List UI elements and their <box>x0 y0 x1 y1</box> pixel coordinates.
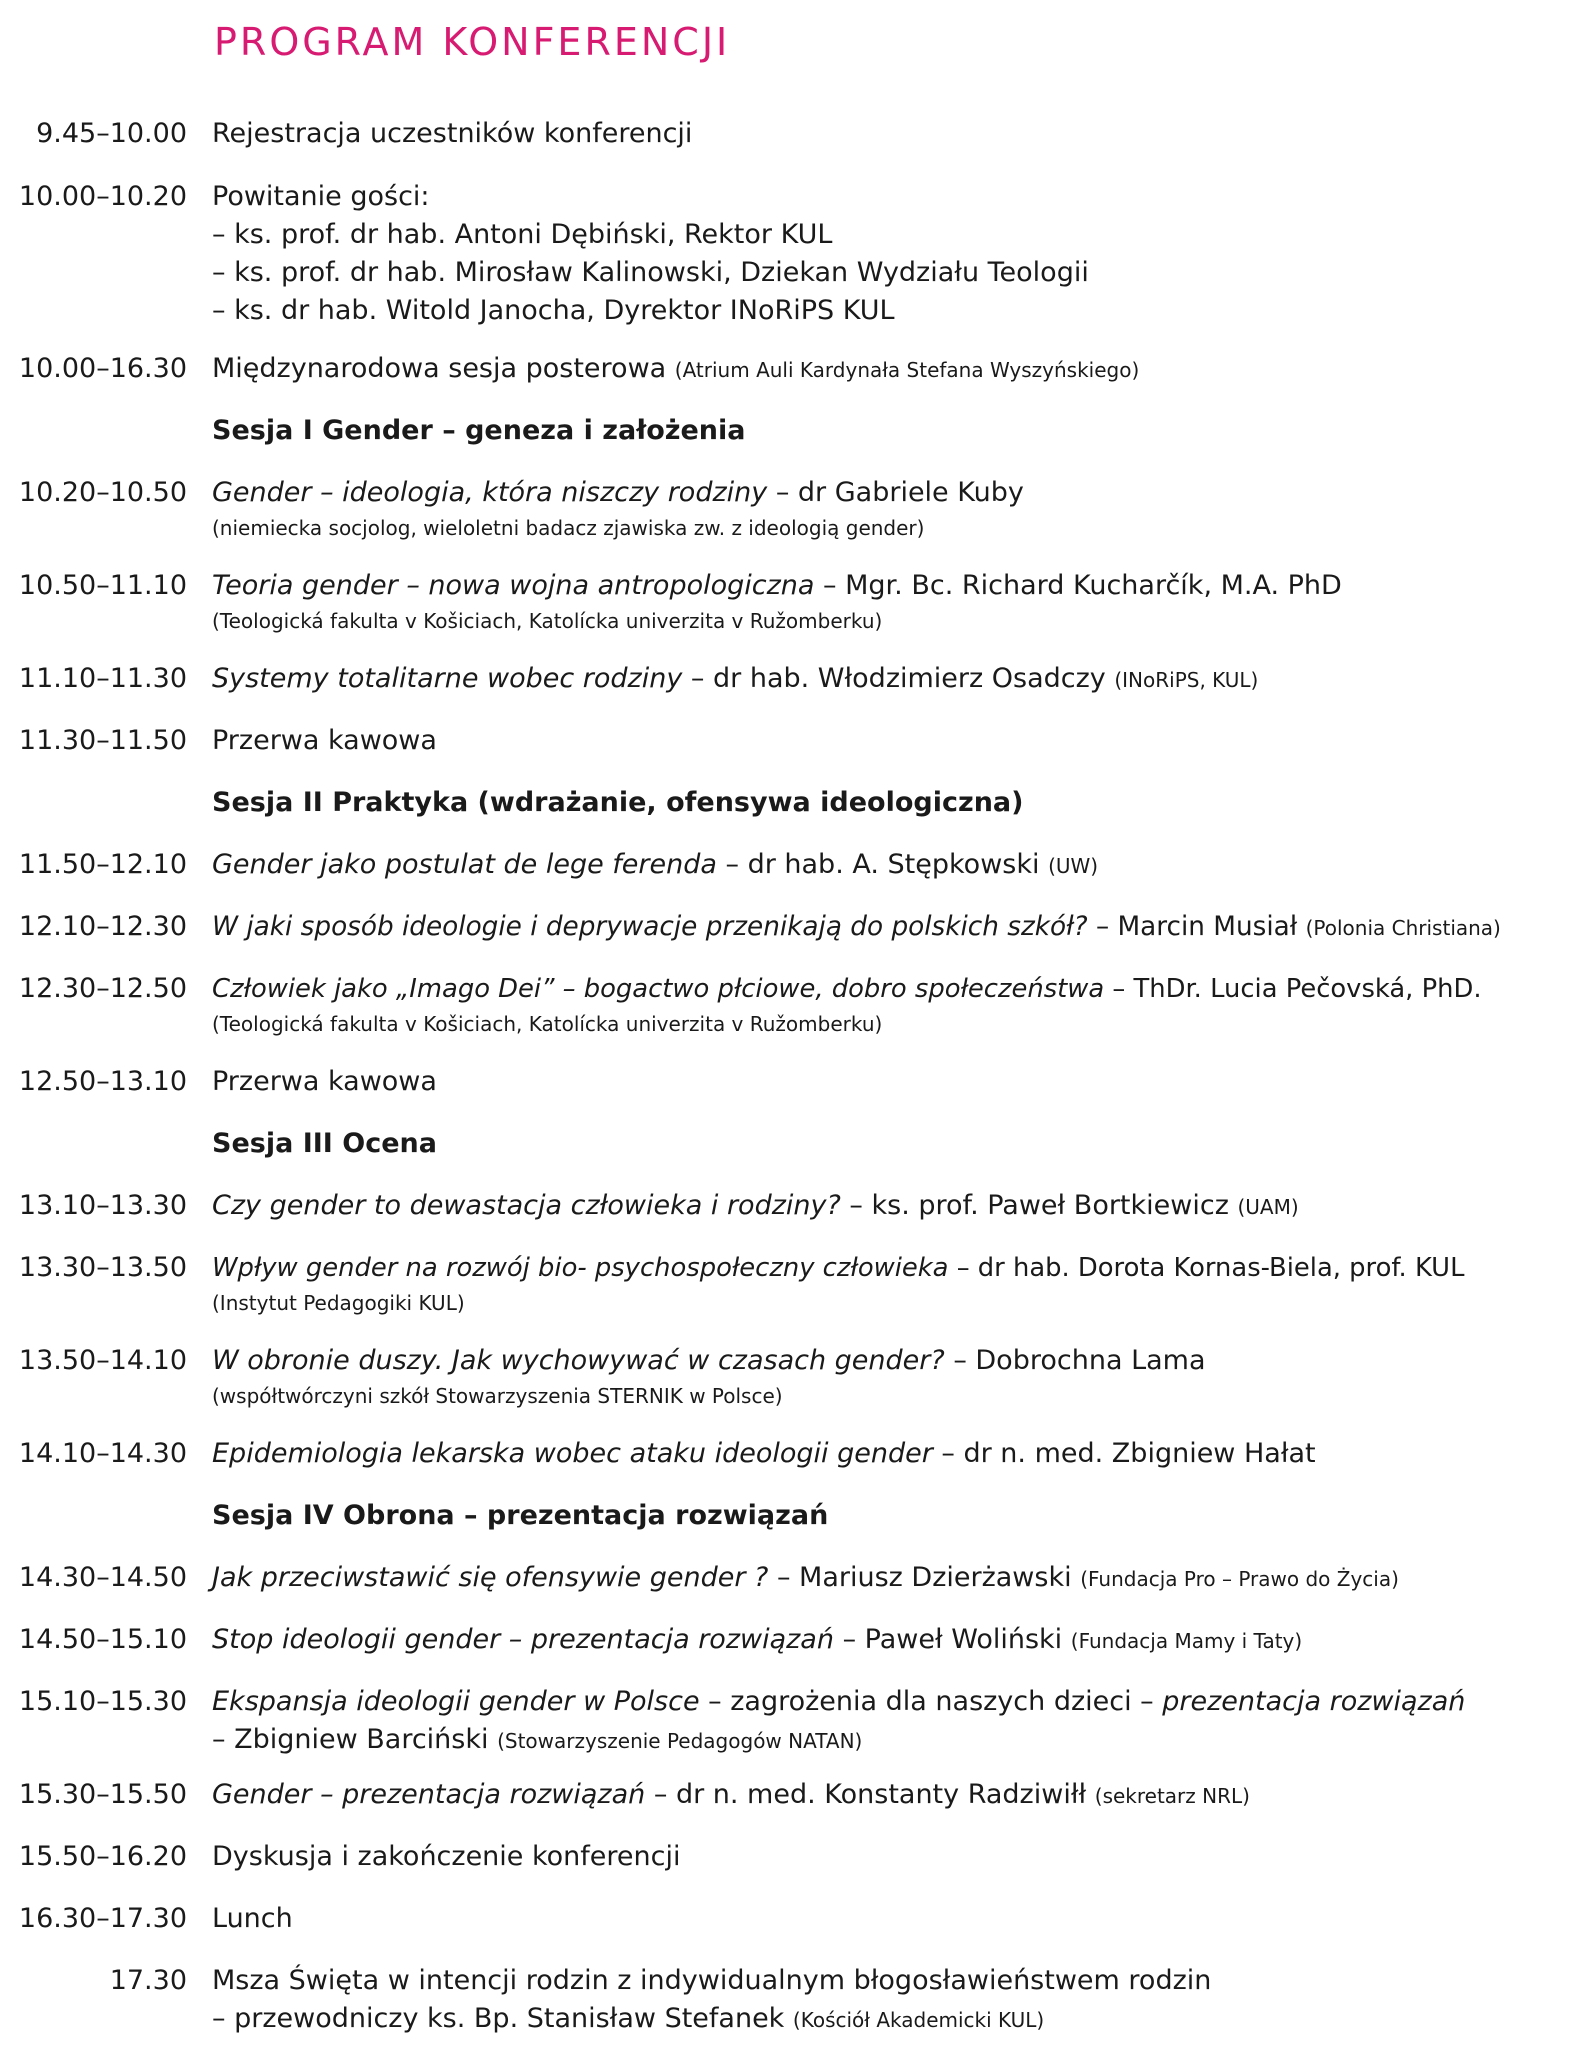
time-slot: 15.30–15.50 <box>18 1779 187 1810</box>
item-content <box>212 178 1572 330</box>
item-content <box>212 660 1572 699</box>
talk-speaker: – dr Gabriele Kuby <box>775 477 1024 508</box>
talk-speaker: – dr n. med. Konstanty Radziwiłł <box>653 1779 1087 1810</box>
talk-speaker: – dr n. med. Zbigniew Hałat <box>941 1438 1316 1469</box>
item-affiliation: (Atrium Auli Kardynała Stefana Wyszyńskiego) <box>674 358 1140 382</box>
item-content <box>212 1342 1572 1412</box>
talk-title: Ekspansja ideologii gender w Polsce <box>212 1686 700 1717</box>
time-slot: 10.00–10.20 <box>18 181 187 212</box>
talk-affiliation: (Stowarzyszenie Pedagogów NATAN) <box>497 1729 863 1753</box>
talk-title: Wpływ gender na rozwój bio- psychospołeczny człowieka <box>212 1253 949 1283</box>
time-slot: 12.10–12.30 <box>18 911 187 942</box>
talk-affiliation: (Teologická fakulta v Košiciach, Katolícka univerzita v Ružomberku) <box>212 609 883 633</box>
time-slot: 9.45–10.00 <box>36 118 187 149</box>
item-text: Międzynarodowa sesja posterowa <box>212 353 667 384</box>
time-slot: 13.30–13.50 <box>18 1252 187 1283</box>
time-slot: 10.00–16.30 <box>18 353 187 384</box>
talk-affiliation: (Teologická fakulta v Košiciach, Katolícka univerzita v Ružomberku) <box>212 1012 883 1036</box>
item-content <box>212 1621 1572 1660</box>
item-content <box>212 474 1572 544</box>
item-content <box>212 1249 1572 1319</box>
talk-title: Gender – ideologia, która niszczy rodziny <box>212 477 768 508</box>
item-content <box>212 1683 1572 1760</box>
time-slot: 15.10–15.30 <box>18 1686 187 1717</box>
talk-speaker: – Dobrochna Lama <box>953 1345 1206 1376</box>
time-slot: 15.50–16.20 <box>18 1841 187 1872</box>
time-slot: 13.10–13.30 <box>18 1190 187 1221</box>
talk-title: Teoria gender – nowa wojna antropologiczna <box>212 570 815 601</box>
talk-title: Czy gender to dewastacja człowieka i rodziny? <box>212 1190 841 1221</box>
item-content <box>212 1962 1572 2039</box>
guest-line: – ks. dr hab. Witold Janocha, Dyrektor INoRiPS KUL <box>212 295 895 326</box>
talk-title-continued: prezentacja rozwiązań <box>1162 1686 1466 1717</box>
item-content <box>212 722 1572 760</box>
talk-title: W obronie duszy. Jak wychowywać w czasach gender? <box>212 1345 945 1376</box>
talk-speaker: – Mariusz Dzierżawski <box>776 1562 1072 1593</box>
item-text: Dyskusja i zakończenie konferencji <box>212 1841 681 1872</box>
item-content <box>212 1776 1572 1815</box>
time-slot: 16.30–17.30 <box>18 1903 187 1934</box>
talk-title: Epidemiologia lekarska wobec ataku ideologii gender <box>212 1438 933 1469</box>
talk-speaker: – Zbigniew Barciński <box>212 1724 489 1755</box>
time-slot: 14.50–15.10 <box>18 1624 187 1655</box>
talk-affiliation: (INoRiPS, KUL) <box>1114 668 1259 692</box>
item-text: Powitanie gości: <box>212 181 430 212</box>
item-text: Msza Święta w intencji rodzin z indywidualnym błogosławieństwem rodzin <box>212 1965 1212 1996</box>
talk-speaker: – Paweł Woliński <box>842 1624 1063 1655</box>
item-content <box>212 1900 1572 1938</box>
time-slot: 10.50–11.10 <box>18 570 187 601</box>
celebrant: – przewodniczy ks. Bp. Stanisław Stefanek <box>212 2003 785 2034</box>
time-slot: 14.30–14.50 <box>18 1562 187 1593</box>
talk-title: Gender jako postulat de lege ferenda <box>212 849 717 880</box>
session-title: Sesja III Ocena <box>212 1128 437 1159</box>
item-content <box>212 1559 1572 1598</box>
item-content <box>212 1063 1572 1101</box>
talk-affiliation: (Instytut Pedagogiki KUL) <box>212 1291 465 1315</box>
talk-title: Człowiek jako „Imago Dei” – bogactwo płciowe, dobro społeczeństwa <box>212 974 1105 1004</box>
session-title: Sesja II Praktyka (wdrażanie, ofensywa ideologiczna) <box>212 787 1024 818</box>
talk-affiliation: (Polonia Christiana) <box>1305 916 1501 940</box>
item-text: Lunch <box>212 1903 293 1934</box>
talk-title: Stop ideologii gender – prezentacja rozwiązań <box>212 1624 834 1655</box>
guest-line: – ks. prof. dr hab. Mirosław Kalinowski, Dziekan Wydziału Teologii <box>212 257 1089 288</box>
talk-speaker: – ks. prof. Paweł Bortkiewicz <box>849 1190 1229 1221</box>
talk-speaker: – dr hab. Dorota Kornas-Biela, prof. KUL <box>956 1253 1465 1283</box>
talk-affiliation: (sekretarz NRL) <box>1094 1784 1250 1808</box>
time-slot: 14.10–14.30 <box>18 1438 187 1469</box>
time-slot: 17.30 <box>109 1965 187 1996</box>
item-content <box>212 115 1572 153</box>
time-slot: 12.50–13.10 <box>18 1066 187 1097</box>
talk-speaker: – ThDr. Lucia Pečovská, PhD. <box>1112 974 1482 1004</box>
talk-affiliation: (UW) <box>1048 854 1099 878</box>
talk-speaker: – dr hab. A. Stępkowski <box>725 849 1040 880</box>
item-content <box>212 1187 1572 1226</box>
item-affiliation: (Kościół Akademicki KUL) <box>792 2008 1045 2032</box>
guest-line: – ks. prof. dr hab. Antoni Dębiński, Rektor KUL <box>212 219 833 250</box>
page-title: PROGRAM KONFERENCJI <box>214 20 731 64</box>
time-slot: 12.30–12.50 <box>18 973 187 1004</box>
talk-affiliation: (współtwórczyni szkół Stowarzyszenia STERNIK w Polsce) <box>212 1384 783 1408</box>
talk-speaker: – dr hab. Włodzimierz Osadczy <box>690 663 1106 694</box>
talk-title: Systemy totalitarne wobec rodziny <box>212 663 683 694</box>
time-slot: 11.50–12.10 <box>18 849 187 880</box>
time-slot: 11.30–11.50 <box>18 725 187 756</box>
item-content <box>212 1838 1572 1876</box>
item-text: Przerwa kawowa <box>212 725 437 756</box>
talk-speaker: – Mgr. Bc. Richard Kucharčík, M.A. PhD <box>823 570 1342 601</box>
time-slot: 10.20–10.50 <box>18 477 187 508</box>
talk-subtitle: – zagrożenia dla naszych dzieci – <box>708 1686 1154 1717</box>
time-slot: 13.50–14.10 <box>18 1345 187 1376</box>
item-content <box>212 908 1572 947</box>
item-content <box>212 1435 1572 1473</box>
talk-affiliation: (UAM) <box>1237 1195 1299 1219</box>
talk-title: W jaki sposób ideologie i deprywacje przenikają do polskich szkół? <box>212 912 1088 942</box>
session-title: Sesja IV Obrona – prezentacja rozwiązań <box>212 1500 829 1531</box>
item-content <box>212 350 1572 389</box>
item-content <box>212 567 1572 637</box>
item-content <box>212 970 1572 1040</box>
talk-affiliation: (Fundacja Mamy i Taty) <box>1070 1629 1303 1653</box>
talk-affiliation: (niemiecka socjolog, wieloletni badacz zjawiska zw. z ideologią gender) <box>212 516 925 540</box>
time-slot: 11.10–11.30 <box>18 663 187 694</box>
talk-title: Jak przeciwstawić się ofensywie gender ? <box>212 1562 769 1593</box>
talk-speaker: – Marcin Musiał <box>1095 912 1298 942</box>
talk-affiliation: (Fundacja Pro – Prawo do Życia) <box>1080 1567 1399 1591</box>
talk-title: Gender – prezentacja rozwiązań <box>212 1779 646 1810</box>
item-text: Przerwa kawowa <box>212 1066 437 1097</box>
item-text: Rejestracja uczestników konferencji <box>212 118 693 149</box>
session-title: Sesja I Gender – geneza i założenia <box>212 415 746 446</box>
item-content <box>212 846 1572 885</box>
